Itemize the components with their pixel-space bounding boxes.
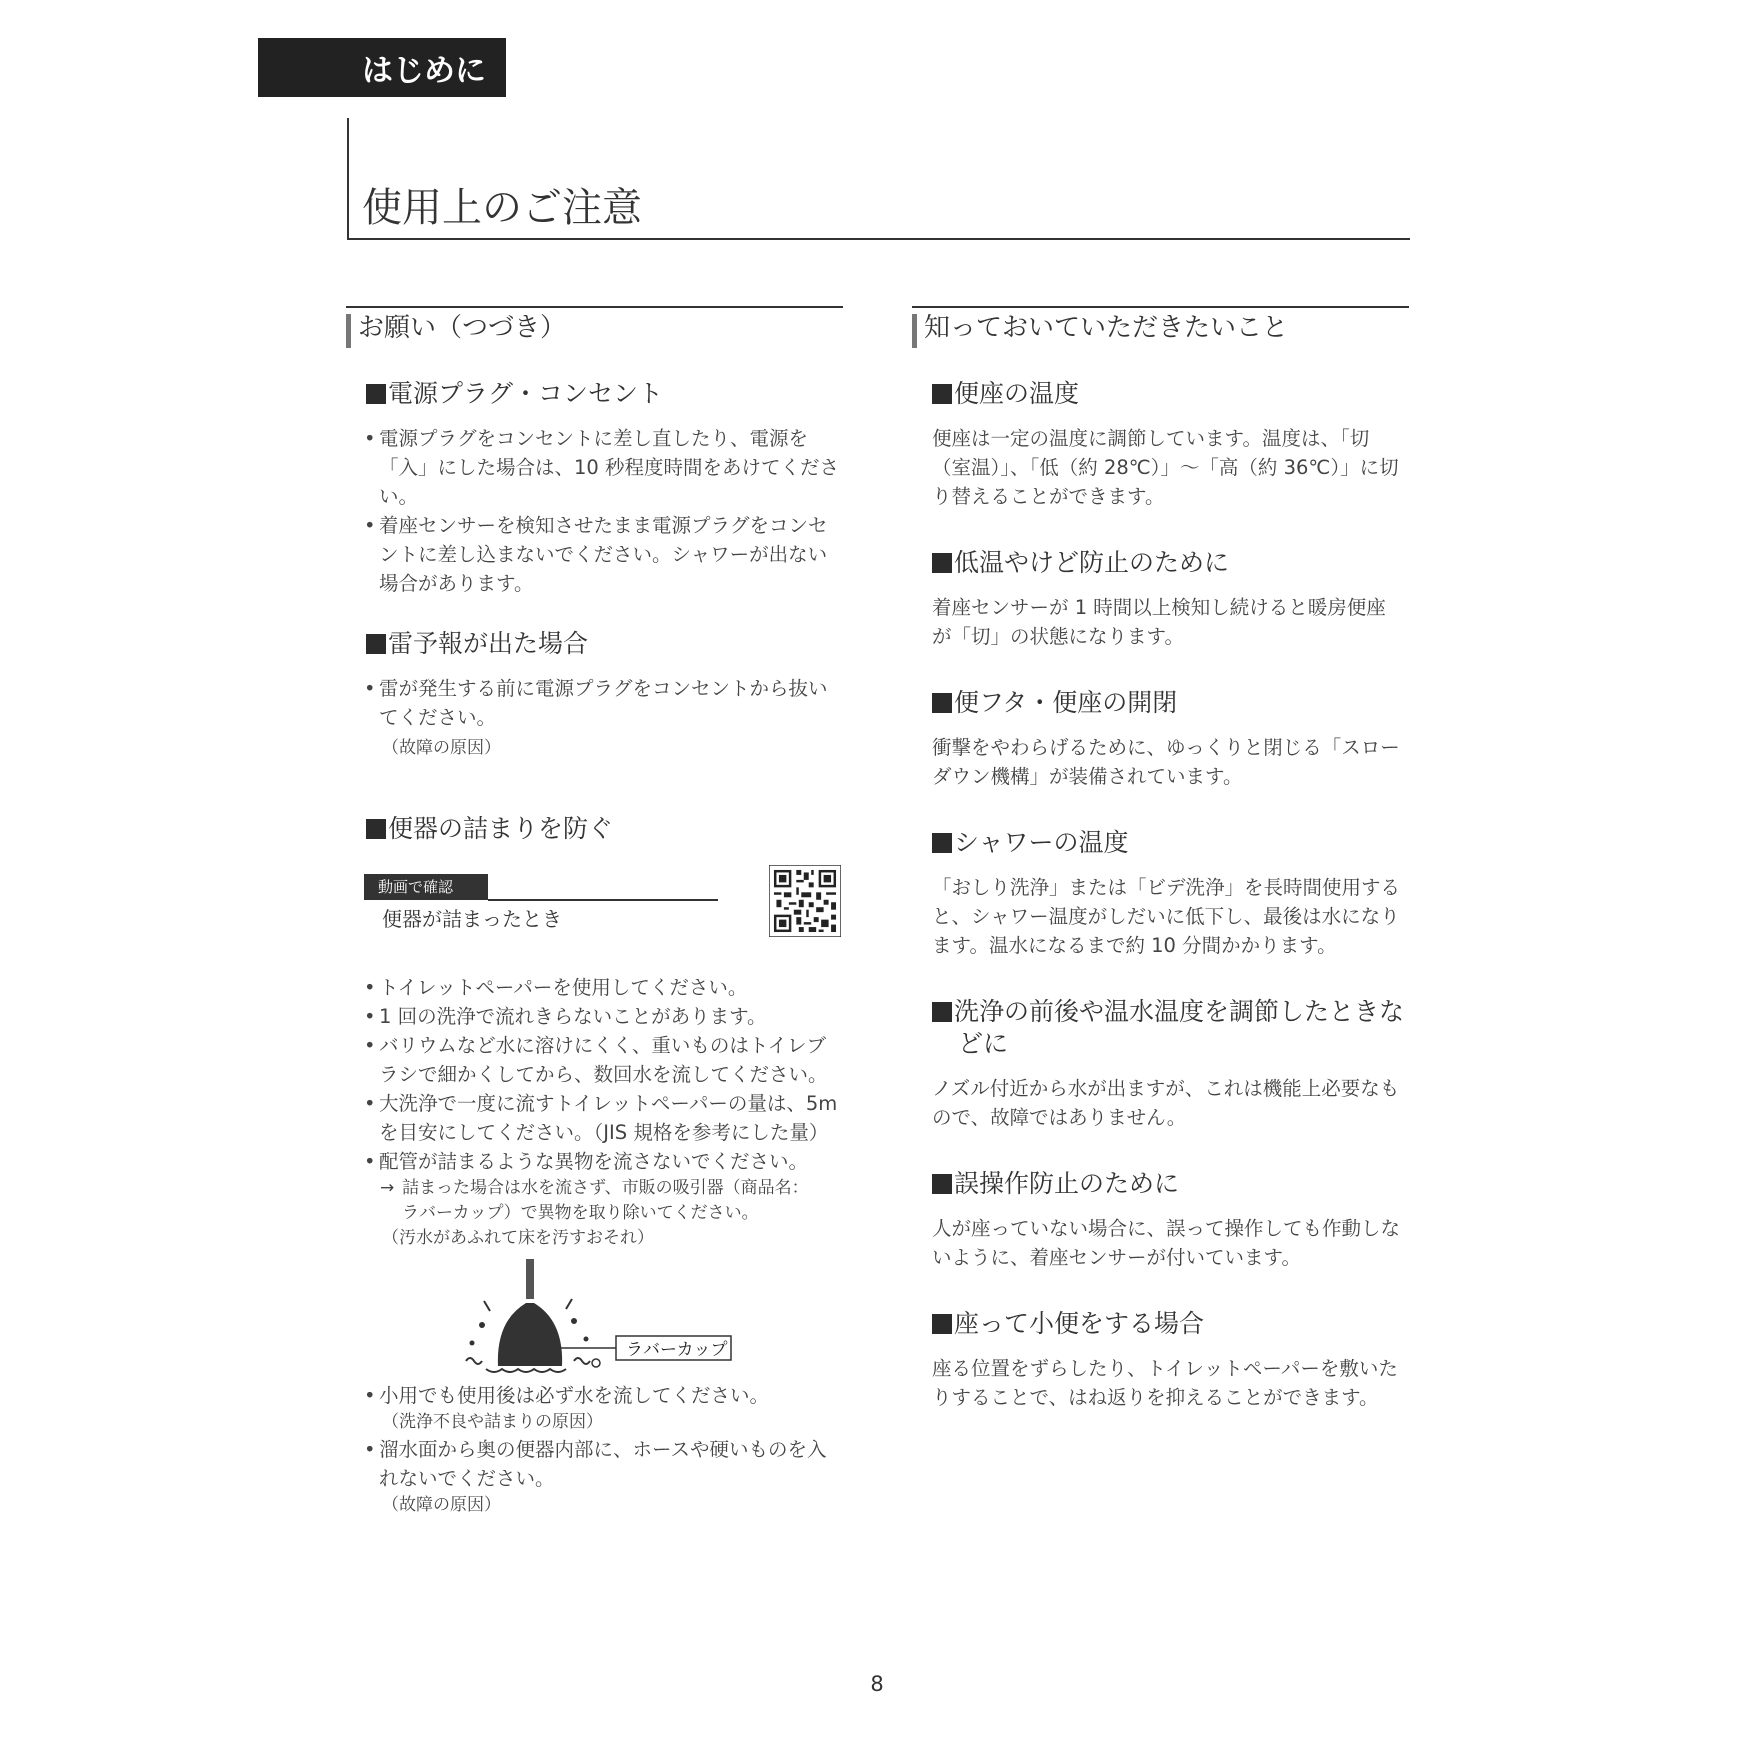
list-item: • 小用でも使用後は必ず水を流してください。: [364, 1381, 843, 1410]
clog-list: [364, 973, 843, 1176]
section-title-thunder: 雷予報が出た場合: [366, 628, 843, 660]
paragraph: 便座は一定の温度に調節しています。温度は、「切（室温）」、「低（約 28℃）」～「高（約 36℃）」に切り替えることができます。: [932, 427, 1399, 508]
paragraph: 「おしり洗浄」または「ビデ洗浄」を長時間使用すると、シャワー温度がしだいに低下し、最後は水になります。温水になるまで約 10 分間かかります。: [932, 876, 1401, 957]
plunger-label: ラバーカップ: [626, 1340, 728, 1360]
plunger-illustration-svg: [446, 1251, 746, 1381]
arrow-right-icon: →: [380, 1178, 395, 1198]
section-title-shower-temp: シャワーの温度: [932, 827, 1409, 859]
left-column-heading: お願い（つづき）: [346, 306, 843, 348]
section-title-misoperation: 誤操作防止のために: [932, 1168, 1409, 1200]
square-bullet-icon: [932, 833, 952, 853]
section-title-lid-open-close: 便フタ・便座の開閉: [932, 687, 1409, 719]
paragraph: 座る位置をずらしたり、トイレットペーパーを敷いたりすることで、はね返りを抑えることができます。: [932, 1357, 1398, 1409]
section-tab-label: はじめに: [362, 53, 486, 89]
title-rule-horizontal: [347, 238, 1410, 240]
paragraph: 衝撃をやわらげるために、ゆっくりと閉じる「スローダウン機構」が装備されています。: [932, 736, 1400, 788]
plunger-illustration: [346, 1251, 843, 1381]
clog-list-3: [364, 1435, 843, 1493]
video-rule: [488, 899, 718, 901]
paragraph: 人が座っていない場合に、誤って操作しても作動しないように、着座センサーが付いています。: [932, 1217, 1401, 1269]
right-column: [912, 306, 1409, 1412]
paragraph: ノズル付近から水が出ますが、これは機能上必要なもので、故障ではありません。: [932, 1077, 1400, 1129]
square-bullet-icon: [932, 1314, 952, 1334]
right-column-heading: 知っておいていただきたいこと: [912, 306, 1409, 348]
section-title-seat-temp: 便座の温度: [932, 378, 1409, 410]
video-badge: 動画で確認: [364, 874, 488, 900]
square-bullet-icon: [366, 384, 386, 404]
note: （故障の原因）: [382, 738, 501, 758]
note: （故障の原因）: [382, 1495, 501, 1515]
section-title-low-temp-burn: 低温やけど防止のために: [932, 547, 1409, 579]
video-link[interactable]: [364, 865, 843, 943]
list-item: • 1 回の洗浄で流れきらないことがあります。: [364, 1002, 843, 1031]
list-item: • 大洗浄で一度に流すトイレットペーパーの量は、5m を目安にしてください。（JIS 規格を参考にした量）: [364, 1089, 843, 1147]
list-item: • 電源プラグをコンセントに差し直したり、電源を「入」にした場合は、10 秒程度時間をあけてください。: [364, 424, 843, 511]
clog-list-2: [364, 1381, 843, 1410]
note: （洗浄不良や詰まりの原因）: [382, 1412, 603, 1432]
square-bullet-icon: [932, 553, 952, 573]
list-item: • 配管が詰まるような異物を流さないでください。: [364, 1147, 843, 1176]
power-plug-list: [364, 424, 843, 598]
square-bullet-icon: [932, 1002, 952, 1022]
note: （汚水があふれて床を汚すおそれ）: [382, 1228, 654, 1248]
page-number: 8: [870, 1672, 884, 1696]
section-title-before-after-wash: 洗浄の前後や温水温度を調節したときな どに: [932, 996, 1409, 1060]
section-title-clog: 便器の詰まりを防ぐ: [366, 813, 843, 845]
square-bullet-icon: [366, 634, 386, 654]
paragraph: 着座センサーが 1 時間以上検知し続けると暖房便座が「切」の状態になります。: [932, 596, 1386, 648]
list-item: • 溜水面から奥の便器内部に、ホースや硬いものを入れないでください。: [364, 1435, 843, 1493]
list-item: • バリウムなど水に溶けにくく、重いものはトイレブラシで細かくしてから、数回水を流してください。: [364, 1031, 843, 1089]
video-label: 便器が詰まったとき: [382, 907, 562, 931]
square-bullet-icon: [932, 1174, 952, 1194]
section-title-power-plug: 電源プラグ・コンセント: [366, 378, 843, 410]
section-title-sitting-urination: 座って小便をする場合: [932, 1308, 1409, 1340]
square-bullet-icon: [932, 384, 952, 404]
list-item: • 雷が発生する前に電源プラグをコンセントから抜いてください。: [364, 674, 843, 732]
list-item: • トイレットペーパーを使用してください。: [364, 973, 843, 1002]
qr-code-icon[interactable]: [769, 865, 841, 937]
square-bullet-icon: [932, 693, 952, 713]
left-column: [346, 306, 843, 1518]
thunder-list: [364, 674, 843, 732]
title-rule-vertical: [347, 118, 349, 240]
page-title: 使用上のご注意: [362, 185, 642, 231]
list-item: • 着座センサーを検知させたまま電源プラグをコンセントに差し込まないでください。シャワーが出ない場合があります。: [364, 511, 843, 598]
arrow-note: → 詰まった場合は水を流さず、市販の吸引器（商品名： ラバーカップ）で異物を取り除いてください。: [380, 1178, 809, 1223]
section-tab: [258, 38, 506, 97]
square-bullet-icon: [366, 819, 386, 839]
